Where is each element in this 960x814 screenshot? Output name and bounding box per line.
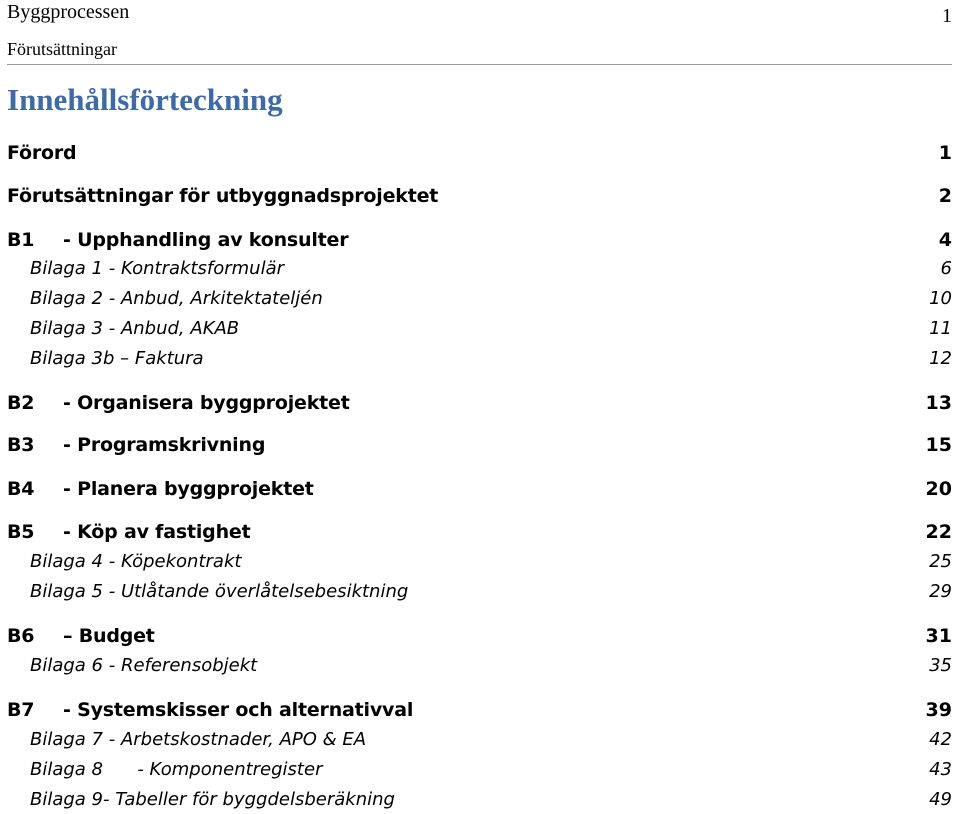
toc-entry-page-number: 2 [938, 185, 952, 207]
toc-entry-page-number: 4 [938, 229, 952, 251]
toc-entry-text: – Budget [63, 625, 155, 647]
toc-entry-label [7, 622, 155, 650]
toc-entry-page-number: 6 [940, 258, 952, 279]
toc-entry[interactable] [7, 696, 952, 724]
header-title: Byggprocessen [7, 1, 130, 23]
toc-entry-label: Bilaga 3b – Faktura [30, 348, 204, 369]
toc-entry-page-number: 29 [929, 581, 952, 602]
toc-entry-label [7, 475, 314, 503]
toc-entry-page-number: 49 [929, 789, 952, 810]
toc-entry-label: Bilaga 4 - Köpekontrakt [30, 551, 242, 572]
toc-entry-label [7, 389, 350, 417]
toc-entry-page-number: 42 [929, 729, 952, 750]
toc-subentry[interactable] [7, 786, 952, 814]
toc-entry-label: Bilaga 2 - Anbud, Arkitektateljén [30, 288, 323, 309]
toc-subentry[interactable] [7, 652, 952, 680]
toc-entry-page-number: 43 [929, 759, 952, 780]
toc-entry-code: B3 [7, 434, 35, 456]
toc-entry-code: B1 [7, 229, 35, 251]
toc-subentry[interactable] [7, 315, 952, 343]
toc-entry-text: - Planera byggprojektet [63, 478, 314, 500]
toc-entry-page-number: 11 [929, 318, 952, 339]
toc-entry[interactable] [7, 139, 952, 167]
toc-entry-label: Bilaga 1 - Kontraktsformulär [30, 258, 285, 279]
page-header [7, 0, 952, 65]
toc-entry-page-number: 39 [925, 699, 952, 721]
toc-entry-label: Förutsättningar för utbyggnadsprojektet [7, 185, 439, 207]
toc-entry-text: - Systemskisser och alternativval [63, 699, 414, 721]
toc-subentry[interactable] [7, 255, 952, 283]
toc-entry-page-number: 12 [929, 348, 952, 369]
toc-entry-label: Förord [7, 142, 77, 164]
toc-entry-page-number: 10 [929, 288, 952, 309]
toc-entry-label: Bilaga 7 - Arbetskostnader, APO & EA [30, 729, 367, 750]
toc-entry-code: B2 [7, 392, 35, 414]
toc-entry-label: Bilaga 6 - Referensobjekt [30, 655, 258, 676]
toc-entry-label: Bilaga 5 - Utlåtande överlåtelsebesiktning [30, 581, 409, 602]
toc-entry-text: - Köp av fastighet [63, 521, 251, 543]
toc-entry-code: B4 [7, 478, 35, 500]
toc-entry-page-number: 35 [929, 655, 952, 676]
toc-entry-page-number: 15 [925, 434, 952, 456]
toc-entry-code: B6 [7, 625, 35, 647]
toc-subentry[interactable] [7, 345, 952, 373]
toc-entry-page-number: 20 [925, 478, 952, 500]
toc-entry[interactable] [7, 622, 952, 650]
toc-entry-text: - Organisera byggprojektet [63, 392, 350, 414]
toc-entry-label: Bilaga 8 - Komponentregister [30, 759, 323, 780]
toc-entry-page-number: 31 [925, 625, 952, 647]
toc-entry-page-number: 22 [925, 521, 952, 543]
toc-subentry[interactable] [7, 548, 952, 576]
toc-entry-code: B5 [7, 521, 35, 543]
toc-entry-label [7, 518, 250, 546]
toc-entry-text: - Programskrivning [63, 434, 266, 456]
toc-entry-page-number: 13 [925, 392, 952, 414]
toc-subentry[interactable] [7, 726, 952, 754]
toc-entry-label: Bilaga 3 - Anbud, AKAB [30, 318, 240, 339]
toc-entry[interactable] [7, 182, 952, 210]
toc-subentry[interactable] [7, 578, 952, 606]
toc-entry-label: Bilaga 9- Tabeller för byggdelsberäkning [30, 789, 395, 810]
toc-entry[interactable] [7, 431, 952, 459]
toc-entry-text: - Upphandling av konsulter [63, 229, 349, 251]
toc-entry-page-number: 1 [938, 142, 952, 164]
toc-entry-label [7, 226, 348, 254]
toc-entry[interactable] [7, 475, 952, 503]
toc-title: Innehållsförteckning [7, 82, 283, 117]
toc-subentry[interactable] [7, 756, 952, 784]
toc-entry[interactable] [7, 226, 952, 254]
header-page-number: 1 [942, 5, 952, 27]
toc-entry-code: B7 [7, 699, 35, 721]
toc-entry-label [7, 696, 413, 724]
toc-entry[interactable] [7, 518, 952, 546]
header-subtitle: Förutsättningar [7, 39, 117, 59]
toc-entry-label [7, 431, 265, 459]
toc-entry[interactable] [7, 389, 952, 417]
toc-subentry[interactable] [7, 285, 952, 313]
toc-entry-page-number: 25 [929, 551, 952, 572]
